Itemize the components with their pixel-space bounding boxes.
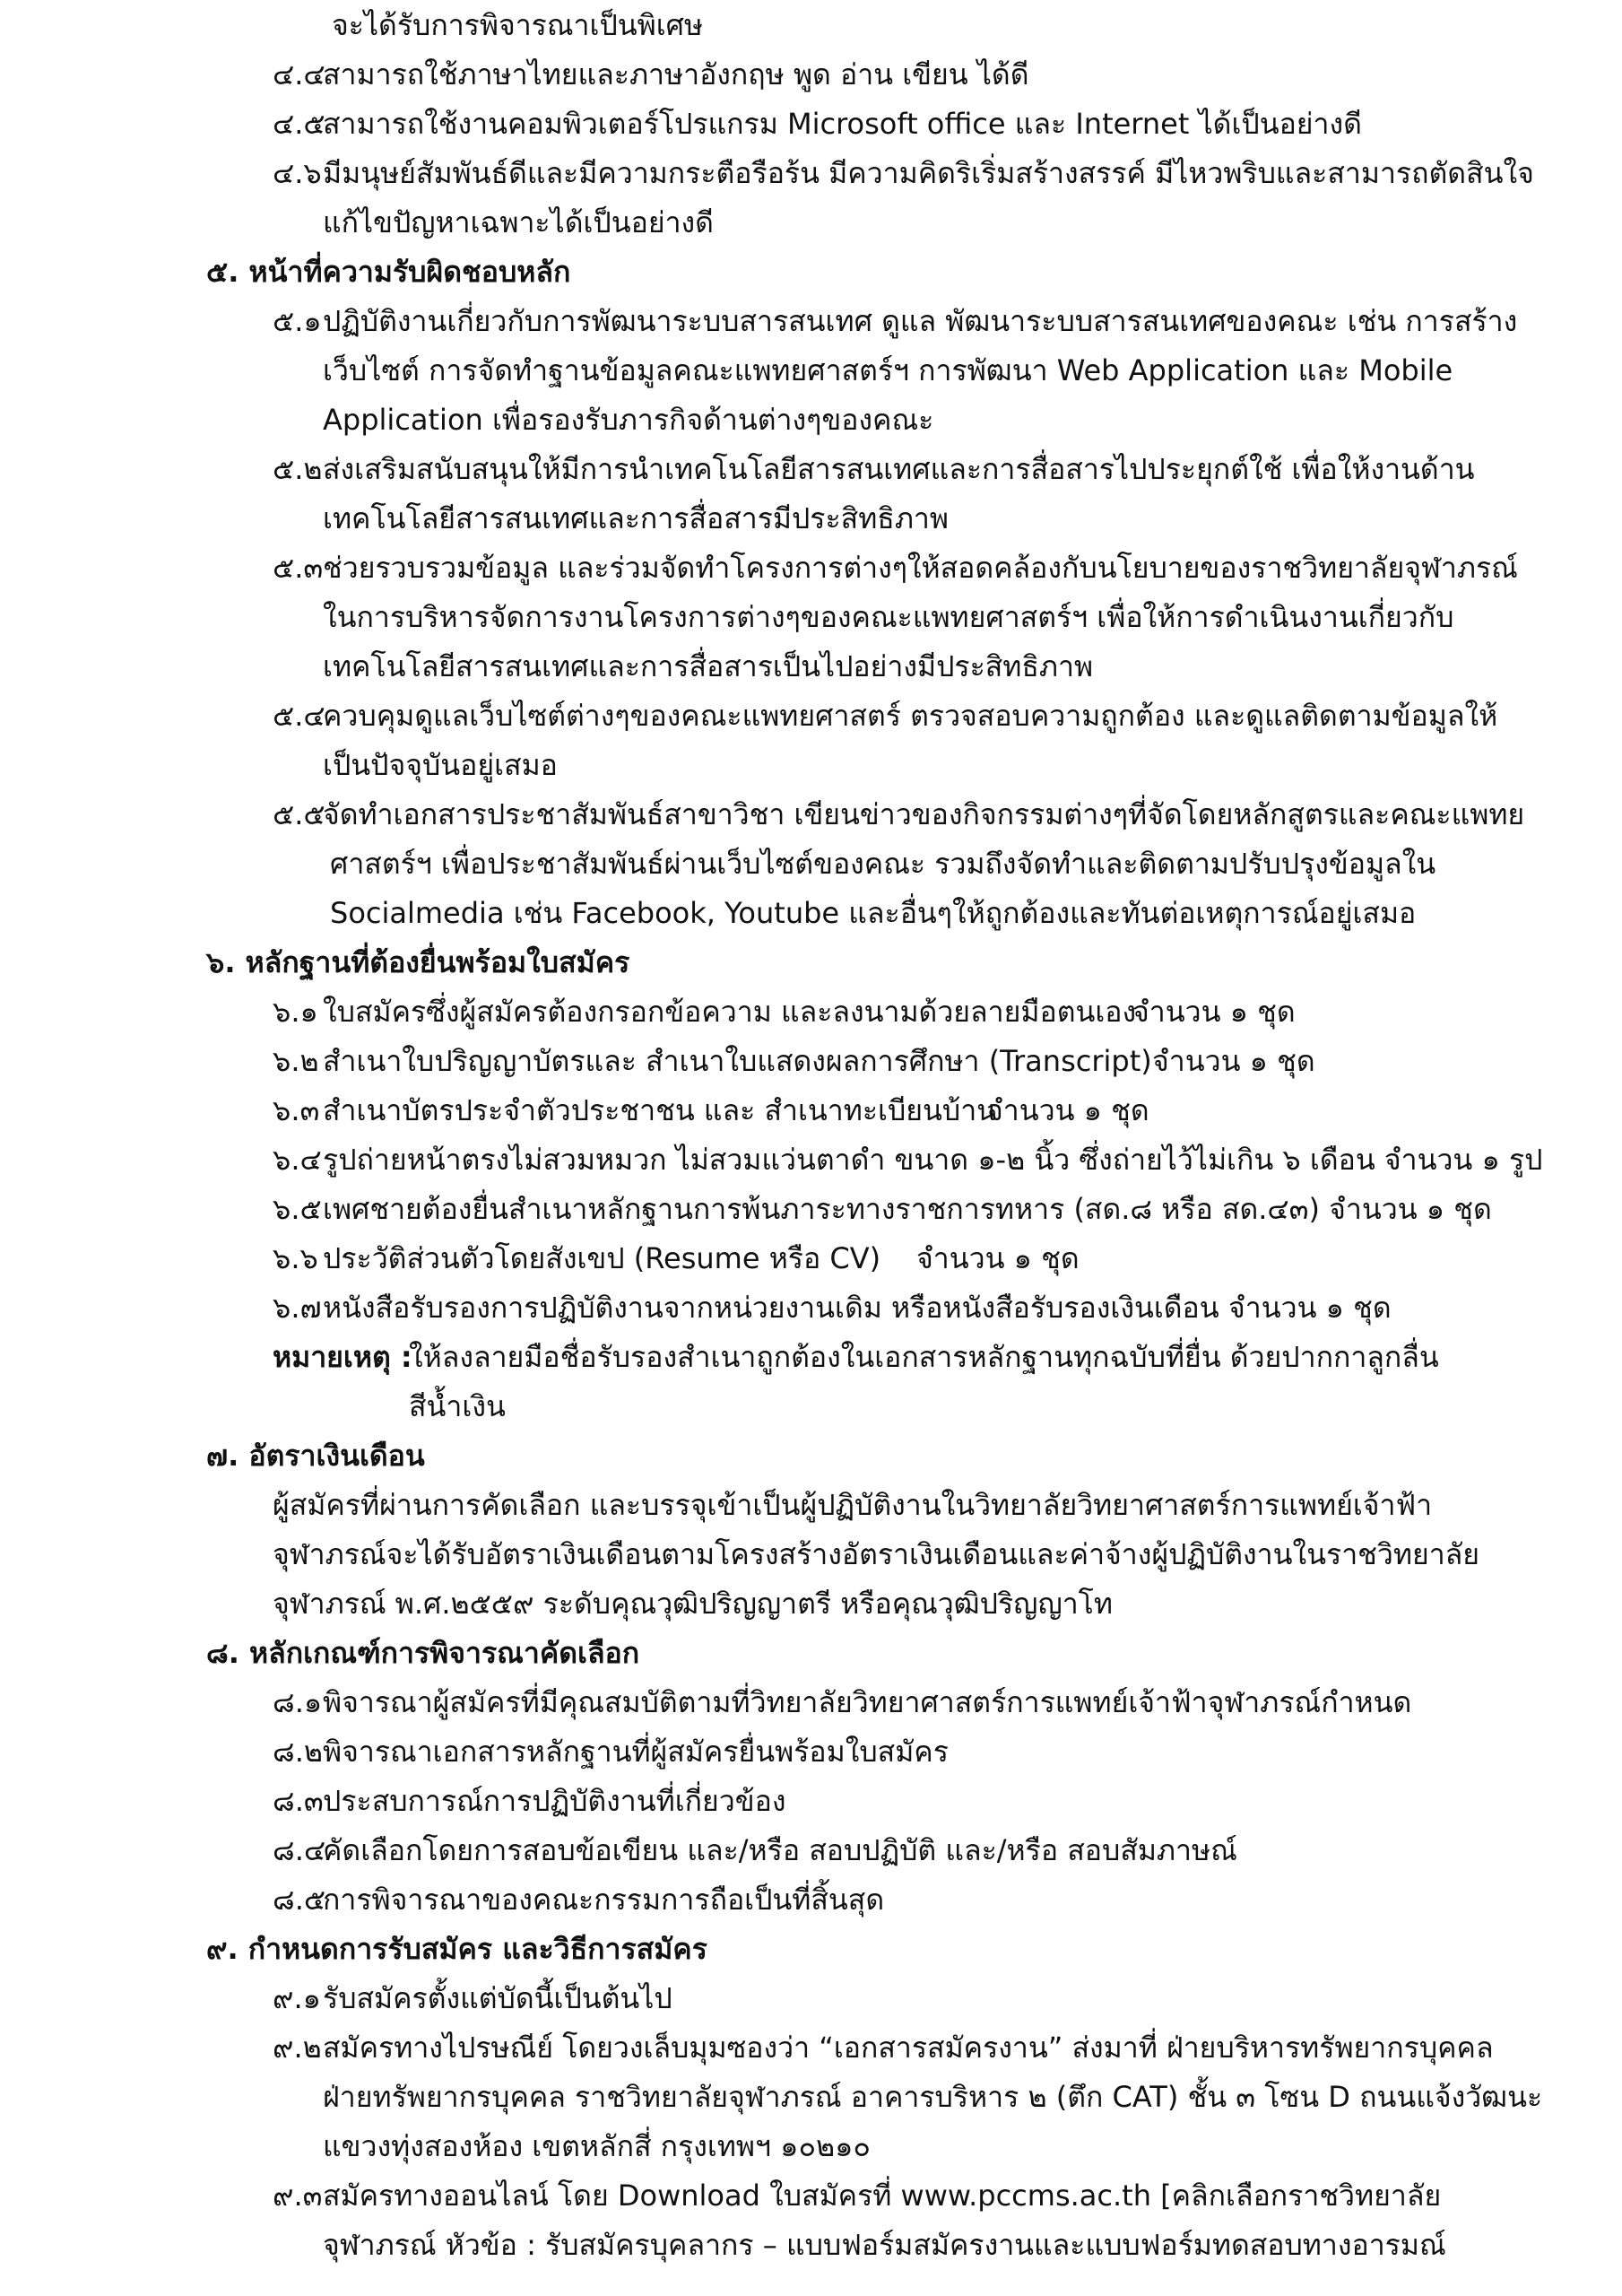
text-line: จุฬาภรณ์จะได้รับอัตราเงินเดือนตามโครงสร้างอัตราเงินเดือนและค่าจ้างผู้ปฏิบัติงานในราชวิทยาลัย — [273, 1537, 1480, 1571]
text-line: จะได้รับการพิจารณาเป็นพิเศษ — [332, 8, 704, 42]
text-line: เพศชายต้องยื่นสำเนาหลักฐานการพ้นภาระทางราชการทหาร (สด.๘ หรือ สด.๔๓) จำนวน ๑ ชุด — [323, 1192, 1492, 1226]
text-line: สำเนาใบปริญญาบัตรและ สำเนาใบแสดงผลการศึกษา (Transcript) — [323, 1044, 1152, 1078]
text-line: ช่วยรวบรวมข้อมูล และร่วมจัดทำโครงการต่างๆให้สอดคล้องกับนโยบายของราชวิทยาลัยจุฬาภรณ์ — [323, 551, 1518, 585]
text-line: เทคโนโลยีสารสนเทศและการสื่อสารเป็นไปอย่างมีประสิทธิภาพ — [323, 649, 1094, 683]
item-number: ๔.๔ — [273, 57, 325, 91]
text-line: ในการบริหารจัดการงานโครงการต่างๆของคณะแพทยศาสตร์ฯ เพื่อให้การดำเนินงานเกี่ยวกับ — [323, 600, 1454, 634]
text-line: ศาสตร์ฯ เพื่อประชาสัมพันธ์ผ่านเว็บไซต์ของคณะ รวมถึงจัดทำและติดตามปรับปรุงข้อมูลใน — [330, 847, 1436, 881]
text-line: จุฬาภรณ์ พ.ศ.๒๕๕๙ ระดับคุณวุฒิปริญญาตรี หรือคุณวุฒิปริญญาโท — [273, 1587, 1113, 1621]
text-line: เว็บไซต์ การจัดทำฐานข้อมูลคณะแพทยศาสตร์ฯ การพัฒนา Web Application และ Mobile — [323, 353, 1453, 387]
item-number: ๕.๒ — [273, 452, 323, 486]
item-number: ๖.๖ — [273, 1241, 318, 1275]
text-line: ปฏิบัติงานเกี่ยวกับการพัฒนาระบบสารสนเทศ ดูแล พัฒนาระบบสารสนเทศของคณะ เช่น การสร้าง — [323, 304, 1518, 338]
text-line: จัดทำเอกสารประชาสัมพันธ์สาขาวิชา เขียนข่าวของกิจกรรมต่างๆที่จัดโดยหลักสูตรและคณะแพทย — [323, 797, 1525, 831]
text-line: มีมนุษย์สัมพันธ์ดีและมีความกระตือรือร้น มีความคิดริเริ่มสร้างสรรค์ มีไหวพริบและสามารถตัดสินใจ — [323, 156, 1534, 190]
text-line: ให้ลงลายมือชื่อรับรองสำเนาถูกต้องในเอกสารหลักฐานทุกฉบับที่ยื่น ด้วยปากกาลูกลื่น — [409, 1340, 1439, 1374]
text-line: สมัครทางไปรษณีย์ โดยวงเล็บมุมซองว่า “เอกสารสมัครงาน” ส่งมาที่ ฝ่ายบริหารทรัพยากรบุคคล — [323, 2031, 1494, 2065]
text-line: หนังสือรับรองการปฏิบัติงานจากหน่วยงานเดิม หรือหนังสือรับรองเงินเดือน — [323, 1291, 1219, 1325]
item-number: ๖.๗ — [273, 1291, 322, 1325]
text-line: ควบคุมดูแลเว็บไซต์ต่างๆของคณะแพทยศาสตร์ ตรวจสอบความถูกต้อง และดูแลติดตามข้อมูลให้ — [323, 699, 1498, 733]
item-number: ๖.๑ — [273, 995, 318, 1029]
text-line: สมัครทางออนไลน์ โดย Download ใบสมัครที่ www.pccms.ac.th [คลิกเลือกราชวิทยาลัย — [323, 2179, 1442, 2213]
text-line: พิจารณาผู้สมัครที่มีคุณสมบัติตามที่วิทยาลัยวิทยาศาสตร์การแพทย์เจ้าฟ้าจุฬาภรณ์กำหนด — [323, 1685, 1412, 1719]
item-number: ๔.๖ — [273, 156, 322, 190]
text-line: Socialmedia เช่น Facebook, Youtube และอื่นๆให้ถูกต้องและทันต่อเหตุการณ์อยู่เสมอ — [330, 896, 1417, 930]
item-number: ๖.๔ — [273, 1143, 322, 1177]
text-line: ผู้สมัครที่ผ่านการคัดเลือก และบรรจุเข้าเป็นผู้ปฏิบัติงานในวิทยาลัยวิทยาศาสตร์การแพทย์เจ้าฟ้า — [273, 1488, 1433, 1522]
section-heading: ๕. หน้าที่ความรับผิดชอบหลัก — [206, 255, 571, 289]
quantity-text: จำนวน ๑ ชุด — [916, 1241, 1080, 1275]
text-line: รับสมัครตั้งแต่บัดนี้เป็นต้นไป — [323, 1981, 672, 2015]
text-line: ส่งเสริมสนับสนุนให้มีการนำเทคโนโลยีสารสนเทศและการสื่อสารไปประยุกต์ใช้ เพื่อให้งานด้าน — [323, 452, 1475, 486]
item-number: ๖.๕ — [273, 1192, 322, 1226]
text-line: ใบสมัครซึ่งผู้สมัครต้องกรอกข้อความ และลงนามด้วยลายมือตนเอง — [323, 995, 1137, 1029]
item-number: ๕.๔ — [273, 699, 325, 733]
text-line: การพิจารณาของคณะกรรมการถือเป็นที่สิ้นสุด — [323, 1883, 885, 1917]
item-number: ๕.๓ — [273, 551, 324, 585]
text-line: สามารถใช้ภาษาไทยและภาษาอังกฤษ พูด อ่าน เขียน ได้ดี — [323, 57, 1029, 91]
text-line: ฝ่ายทรัพยากรบุคคล ราชวิทยาลัยจุฬาภรณ์ อาคารบริหาร ๒ (ตึก CAT) ชั้น ๓ โซน D ถนนแจ้งวัฒนะ — [323, 2080, 1543, 2114]
text-line: Application เพื่อรองรับภารกิจด้านต่างๆของคณะ — [323, 403, 934, 437]
item-number: ๘.๕ — [273, 1883, 326, 1917]
text-line: ประวัติส่วนตัวโดยสังเขป (Resume หรือ CV) — [323, 1241, 881, 1275]
quantity-text: จำนวน ๑ ชุด — [1132, 995, 1296, 1029]
quantity-text: จำนวน ๑ ชุด — [986, 1093, 1149, 1127]
section-heading: ๘. หลักเกณฑ์การพิจารณาคัดเลือก — [206, 1636, 640, 1670]
text-line: รูปถ่ายหน้าตรงไม่สวมหมวก ไม่สวมแว่นตาดำ ขนาด ๑-๒ นิ้ว ซึ่งถ่ายไว้ไม่เกิน ๖ เดือน จำนวน ๑ รูป — [323, 1143, 1543, 1177]
text-line: พิจารณาเอกสารหลักฐานที่ผู้สมัครยื่นพร้อมใบสมัคร — [323, 1735, 949, 1769]
item-number: ๘.๓ — [273, 1784, 324, 1818]
item-number: ๔.๕ — [273, 107, 325, 141]
text-line: เทคโนโลยีสารสนเทศและการสื่อสารมีประสิทธิภาพ — [323, 501, 949, 535]
text-line: จุฬาภรณ์ หัวข้อ : รับสมัครบุคลากร – แบบฟอร์มสมัครงานและแบบฟอร์มทดสอบทางอารมณ์ — [323, 2228, 1446, 2262]
quantity-text: จำนวน ๑ ชุด — [1228, 1291, 1392, 1325]
text-line: ประสบการณ์การปฏิบัติงานที่เกี่ยวข้อง — [323, 1784, 786, 1818]
item-number: ๕.๕ — [273, 797, 325, 831]
text-line: เป็นปัจจุบันอยู่เสมอ — [323, 748, 558, 782]
text-line: สามารถใช้งานคอมพิวเตอร์โปรแกรม Microsoft office และ Internet ได้เป็นอย่างดี — [323, 107, 1362, 141]
text-line: สีน้ำเงิน — [409, 1389, 506, 1423]
quantity-text: จำนวน ๑ ชุด — [1152, 1044, 1315, 1078]
text-line: แก้ไขปัญหาเฉพาะได้เป็นอย่างดี — [323, 205, 714, 239]
section-heading: ๖. หลักฐานที่ต้องยื่นพร้อมใบสมัคร — [206, 945, 630, 979]
text-line: แขวงทุ่งสองห้อง เขตหลักสี่ กรุงเทพฯ ๑๐๒๑๐ — [323, 2129, 871, 2163]
item-number: ๙.๒ — [273, 2031, 322, 2065]
text-line: คัดเลือกโดยการสอบข้อเขียน และ/หรือ สอบปฏิบัติ และ/หรือ สอบสัมภาษณ์ — [323, 1833, 1237, 1867]
item-number: ๕.๑ — [273, 304, 322, 338]
item-number: ๖.๒ — [273, 1044, 319, 1078]
item-number: ๙.๑ — [273, 1981, 321, 2015]
section-heading: ๗. อัตราเงินเดือน — [206, 1439, 425, 1473]
item-number: ๙.๓ — [273, 2179, 323, 2213]
item-number: ๘.๒ — [273, 1735, 323, 1769]
section-heading: ๙. กำหนดการรับสมัคร และวิธีการสมัคร — [206, 1932, 707, 1966]
item-number: ๘.๑ — [273, 1685, 323, 1719]
text-line: สำเนาบัตรประจำตัวประชาชน และ สำเนาทะเบียนบ้าน — [323, 1093, 997, 1127]
item-number: ๖.๓ — [273, 1093, 320, 1127]
item-number: ๘.๔ — [273, 1833, 326, 1867]
note-label: หมายเหตุ : — [273, 1340, 412, 1374]
